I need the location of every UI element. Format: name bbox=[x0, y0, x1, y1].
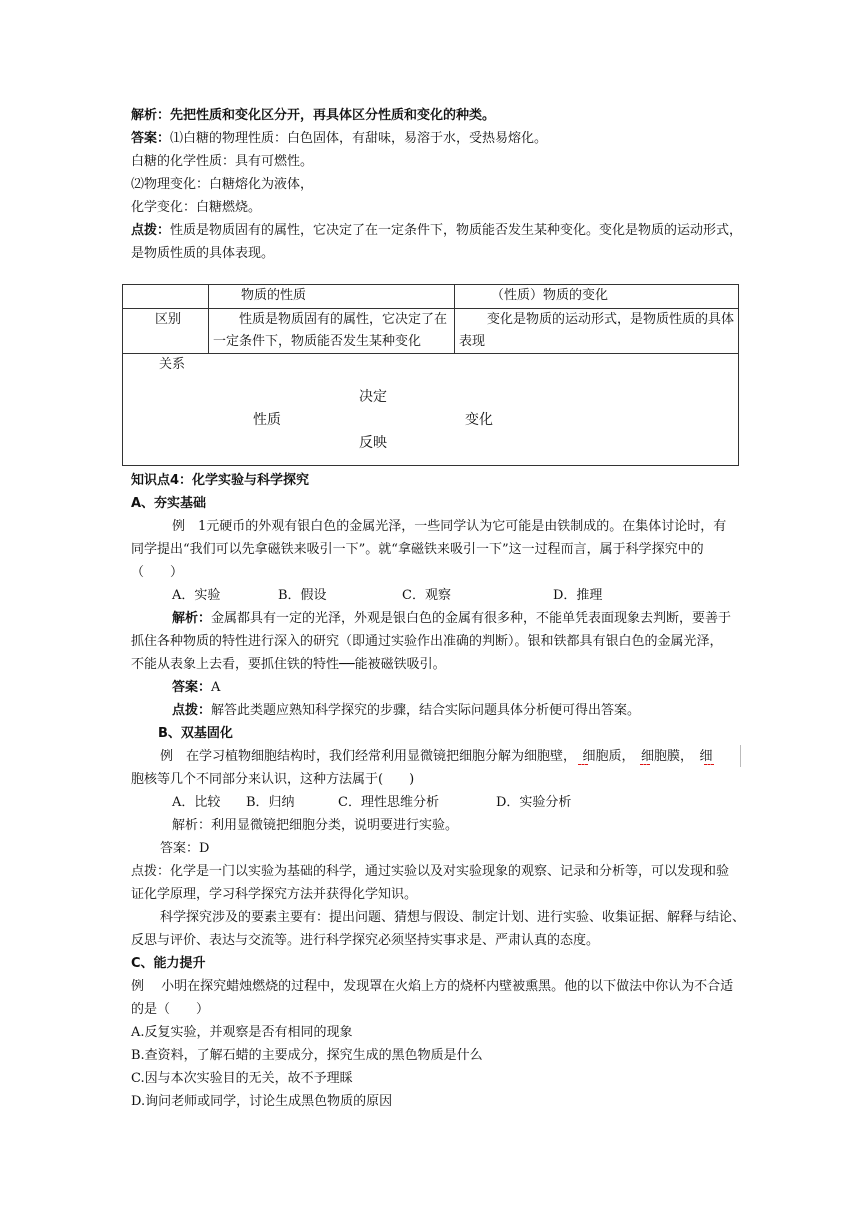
example-a-line-3: （ ） bbox=[131, 565, 184, 580]
tip-b-line-3: 科学探究涉及的要素主要有：提出问题、猜想与假设、制定计划、进行实验、收集证据、解释与结论、 bbox=[160, 910, 746, 925]
section-a-title: A、夯实基础 bbox=[131, 496, 207, 511]
answer-line-3: ⑵物理变化：白糖熔化为液体， bbox=[131, 177, 314, 192]
tip-a-text: 解答此类题应熟知科学探究的步骤，结合实际问题具体分析便可得出答案。 bbox=[211, 703, 641, 718]
table-corner-cell bbox=[123, 285, 209, 309]
difference-change-text-1: 变化是物质的运动形式，是物质性质的具体 bbox=[487, 312, 735, 327]
spellcheck-mark-2 bbox=[640, 764, 650, 765]
difference-change-text-2: 表现 bbox=[459, 334, 486, 349]
option-a-c: C．观察 bbox=[402, 588, 451, 603]
analysis-a-label: 解析： bbox=[172, 611, 212, 626]
analysis-text: 先把性质和变化区分开，再具体区分性质和变化的种类。 bbox=[170, 108, 496, 123]
difference-change-cell bbox=[455, 309, 739, 354]
example-c-line-2: 的是（ ） bbox=[131, 1002, 210, 1017]
example-b-line-1: 例 在学习植物细胞结构时，我们经常利用显微镜把细胞分解为细胞壁， 细胞质， 细胞膜， 细 bbox=[160, 749, 713, 764]
answer-line-1 bbox=[131, 129, 547, 149]
margin-marker bbox=[740, 745, 741, 767]
relation-decide: 决定 bbox=[359, 389, 387, 405]
tip-a-label: 点拨： bbox=[172, 703, 212, 718]
section-b-title: B、双基固化 bbox=[158, 726, 233, 741]
tip-line-1 bbox=[131, 221, 742, 241]
tip-b-line-4: 反思与评价、表达与交流等。进行科学探究必须坚持实事求是、严肃认真的态度。 bbox=[131, 933, 600, 948]
relation-change: 变化 bbox=[465, 412, 493, 428]
spellcheck-mark-3 bbox=[704, 764, 714, 765]
analysis-a-line-2: 抓住各种物质的特性进行深入的研究（即通过实验作出准确的判断）。银和铁都具有银白色的金属光泽， bbox=[131, 634, 723, 649]
difference-property-text-2: 一定条件下，物质能否发生某种变化 bbox=[213, 334, 422, 349]
tip-b-line-2: 证化学原理，学习科学探究方法并获得化学知识。 bbox=[131, 887, 418, 902]
relation-property: 性质 bbox=[253, 412, 281, 428]
analysis-line bbox=[131, 106, 495, 126]
tip-line-2: 是物质性质的具体表现。 bbox=[131, 246, 275, 261]
option-c-b: B.查资料，了解石蜡的主要成分，探究生成的黑色物质是什么 bbox=[131, 1048, 483, 1063]
answer-text-1: ⑴白糖的物理性质：白色固体，有甜味，易溶于水，受热易熔化。 bbox=[170, 131, 548, 146]
difference-property-cell bbox=[209, 309, 455, 354]
option-c-a: A.反复实验，并观察是否有相同的现象 bbox=[131, 1025, 353, 1040]
option-c-d: D.询问老师或同学，讨论生成黑色物质的原因 bbox=[131, 1094, 393, 1109]
analysis-a-line-3: 不能从表象上去看，要抓住铁的特性──能被磁铁吸引。 bbox=[131, 657, 446, 672]
knowledge-point-4-title: 知识点4：化学实验与科学探究 bbox=[131, 473, 310, 488]
option-a-d: D．推理 bbox=[553, 588, 603, 603]
relation-reflect: 反映 bbox=[359, 435, 387, 451]
example-a-line-1: 例 1元硬币的外观有银白色的金属光泽，一些同学认为它可能是由铁制成的。在集体讨论时，有 bbox=[172, 519, 727, 534]
section-c-title: C、能力提升 bbox=[131, 956, 206, 971]
tip-label: 点拨： bbox=[131, 223, 171, 238]
header-property: 物质的性质 bbox=[209, 285, 455, 309]
analysis-a-text-1: 金属都具有一定的光泽，外观是银白色的金属有很多种，不能单凭表面现象去判断，要善于 bbox=[211, 611, 732, 626]
option-a-a: A．实验 bbox=[172, 588, 221, 603]
answer-a-value: A bbox=[211, 680, 221, 695]
option-b-c: C．理性思维分析 bbox=[338, 795, 439, 810]
analysis-b-line: 解析：利用显微镜把细胞分类，说明要进行实验。 bbox=[172, 818, 459, 833]
row-label-difference: 区别 bbox=[123, 309, 209, 354]
answer-a-label: 答案： bbox=[172, 680, 212, 695]
example-c-line-1: 例 小明在探究蜡烛燃烧的过程中，发现罩在火焰上方的烧杯内壁被熏黑。他的以下做法中你认为不合适 bbox=[131, 979, 734, 994]
table-row-difference bbox=[123, 309, 739, 354]
option-b-a: A．比较 bbox=[172, 795, 221, 810]
option-a-b: B．假设 bbox=[278, 588, 327, 603]
answer-line-2: 白糖的化学性质：具有可燃性。 bbox=[131, 154, 314, 169]
answer-a-line bbox=[172, 678, 220, 698]
answer-line-4: 化学变化：白糖燃烧。 bbox=[131, 200, 262, 215]
relation-cell bbox=[123, 354, 739, 466]
spellcheck-mark-1 bbox=[578, 764, 588, 765]
tip-a-line bbox=[172, 701, 640, 721]
example-a-line-2: 同学提出“我们可以先拿磁铁来吸引一下”。就“拿磁铁来吸引一下”这一过程而言，属于科学探究中的 bbox=[131, 542, 704, 557]
tip-text-1: 性质是物质固有的属性，它决定了在一定条件下，物质能否发生某种变化。变化是物质的运动形式， bbox=[170, 223, 743, 238]
property-change-table bbox=[122, 284, 739, 466]
option-c-c: C.因与本次实验目的无关，故不予理睬 bbox=[131, 1071, 353, 1086]
answer-b-line: 答案：D bbox=[160, 841, 210, 856]
header-change: （性质）物质的变化 bbox=[455, 285, 739, 309]
analysis-label: 解析： bbox=[131, 108, 171, 123]
answer-label: 答案： bbox=[131, 131, 171, 146]
analysis-a-line-1 bbox=[172, 609, 731, 629]
example-b-line-2: 胞核等几个不同部分来认识，这种方法属于( ) bbox=[131, 772, 415, 787]
row-label-relation: 关系 bbox=[159, 357, 186, 372]
option-b-b: B．归纳 bbox=[246, 795, 295, 810]
option-b-d: D．实验分析 bbox=[496, 795, 572, 810]
table-header-row bbox=[123, 285, 739, 309]
table-row-relation bbox=[123, 354, 739, 466]
difference-property-text-1: 性质是物质固有的属性，它决定了在 bbox=[239, 312, 448, 327]
tip-b-line-1: 点拨：化学是一门以实验为基础的科学，通过实验以及对实验现象的观察、记录和分析等，可以发现和验 bbox=[131, 864, 730, 879]
